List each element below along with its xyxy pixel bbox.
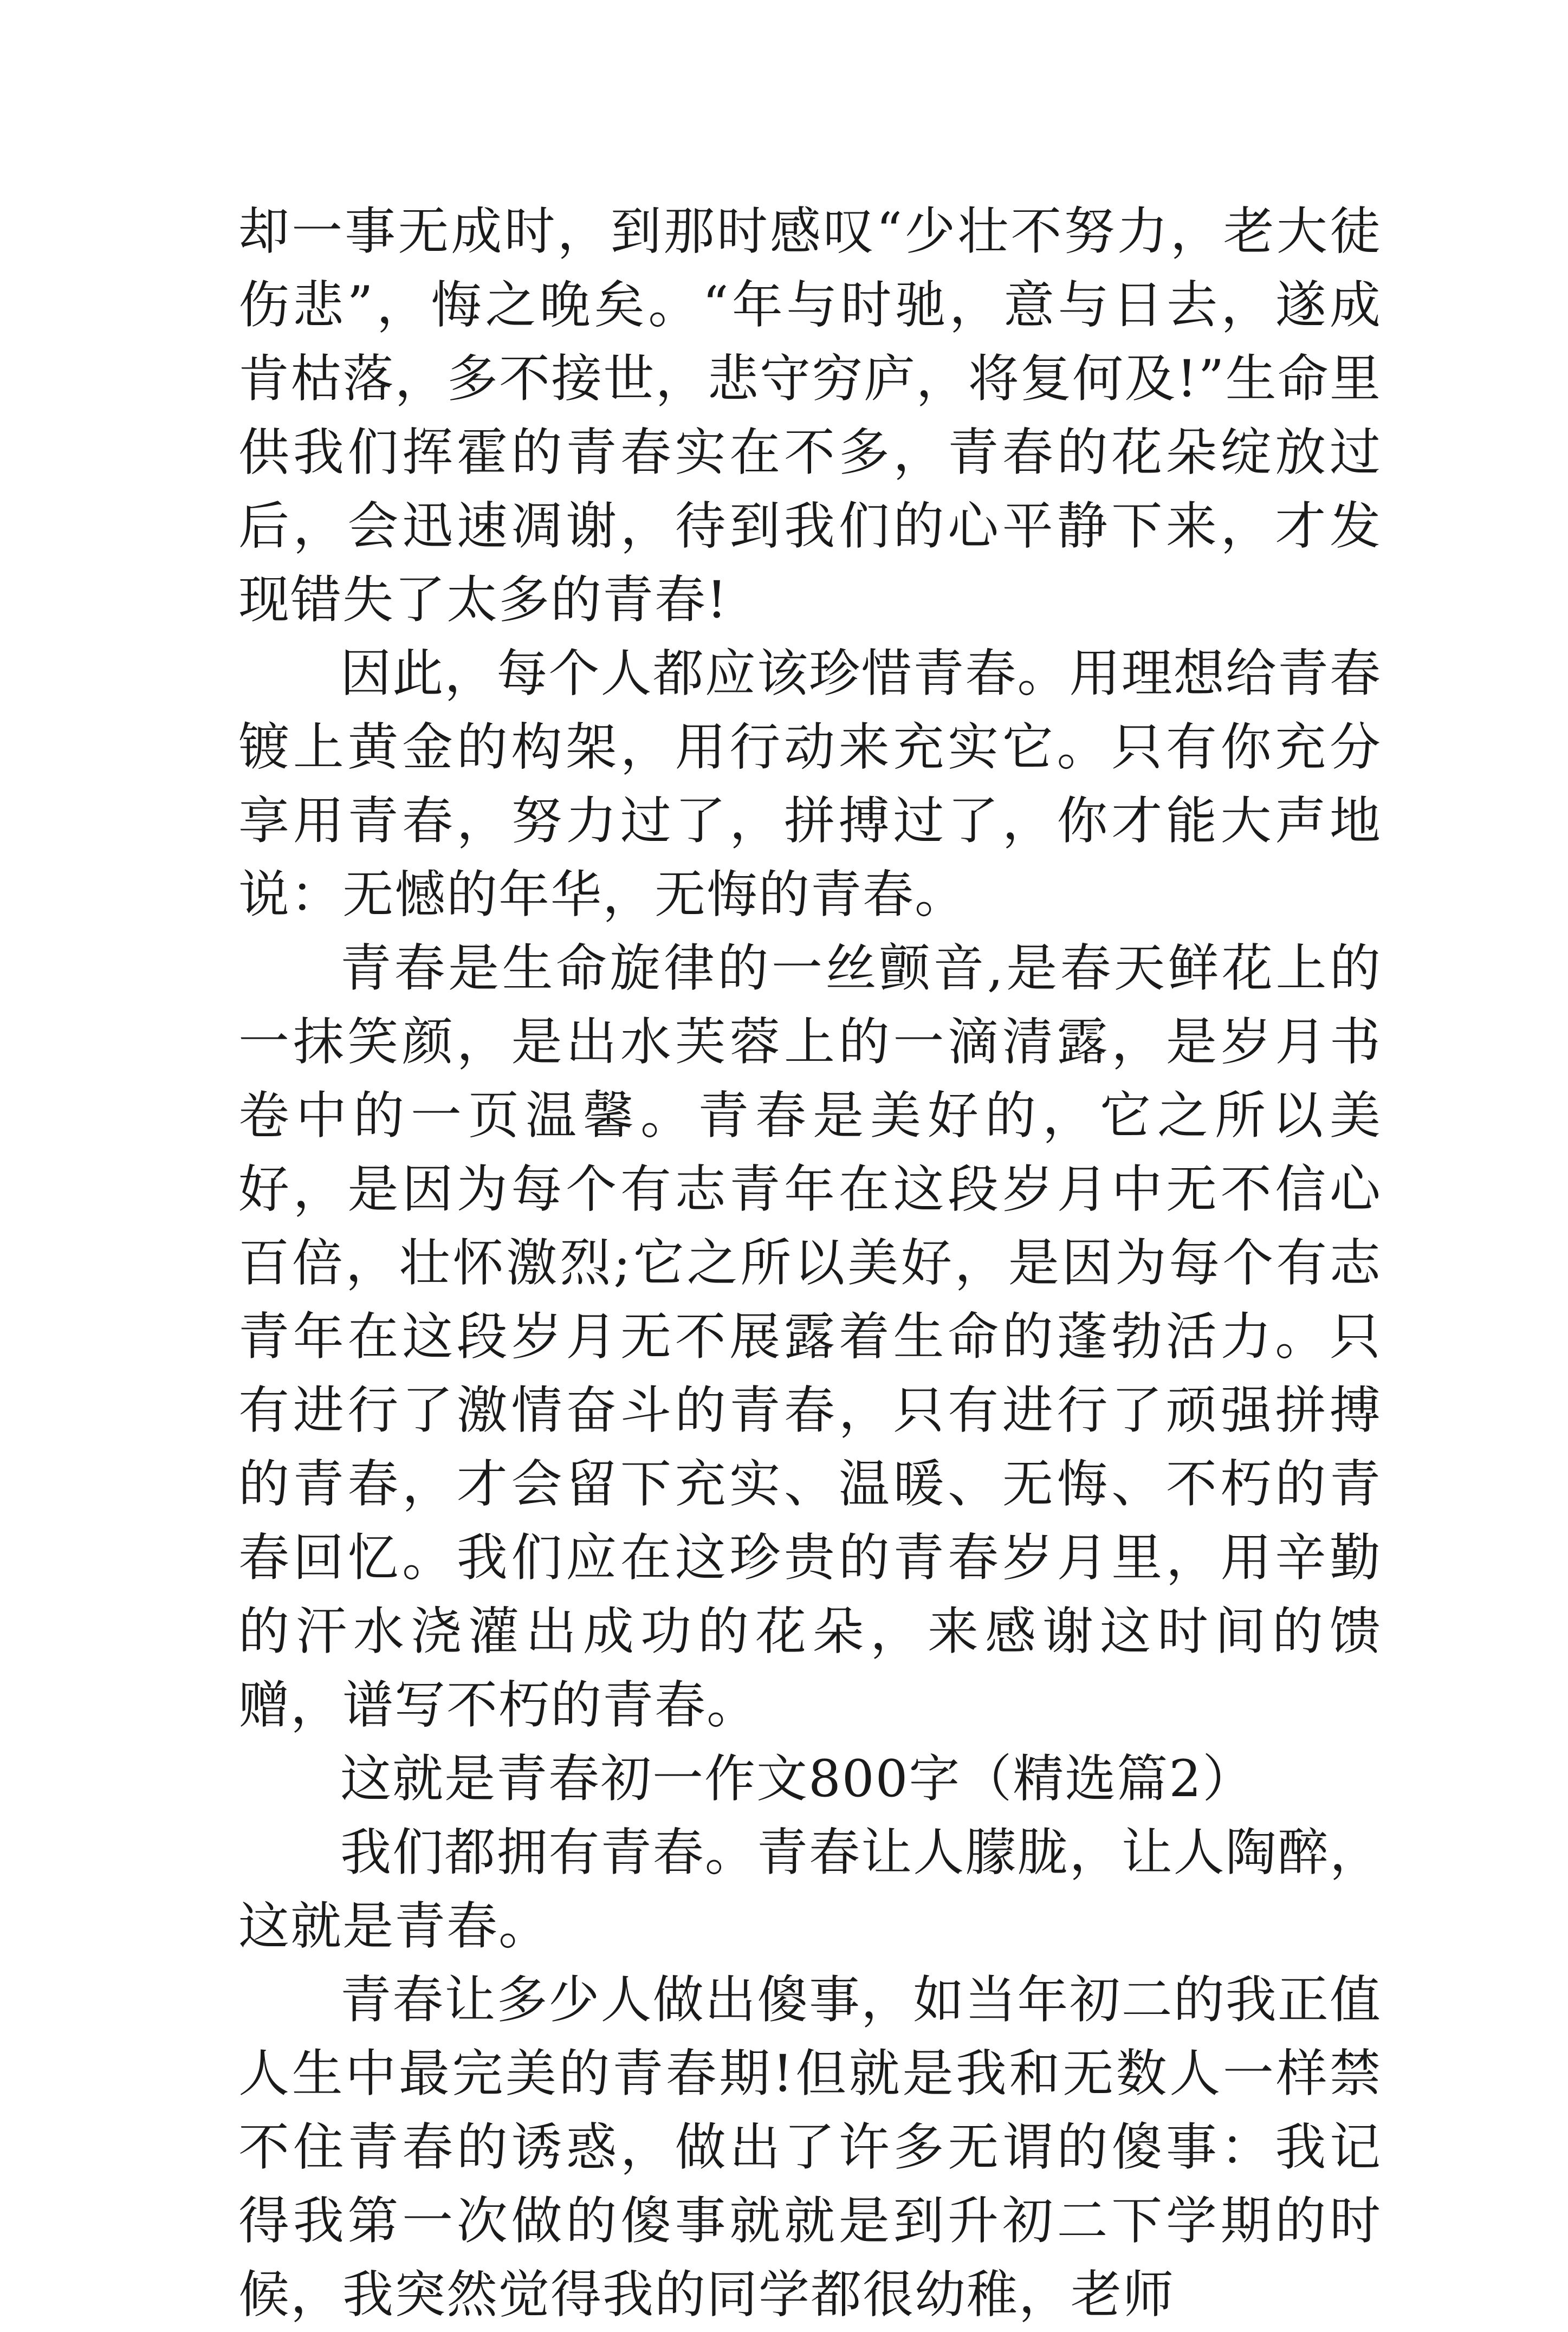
paragraph-youth-melody: 青春是生命旋律的一丝颤音,是春天鲜花上的一抹笑颜，是出水芙蓉上的一滴清露，是岁月书卷中的一页温馨。青春是美好的，它之所以美好，是因为每个有志青年在这段岁月中无不信心百倍，壮怀激烈;它之所以美好，是因为每个有志青年在这段岁月无不展露着生命的蓬勃活力。只有进行了激情奋斗的青春，只有进行了顽强拼搏的青春，才会留下充实、温暖、无悔、不朽的青春回忆。我们应在这珍贵的青春岁月里，用辛勤的汗水浇灌出成功的花朵，来感谢这时间的馈赠，谱写不朽的青春。 xyxy=(238,939,1382,1735)
paragraph-foolish-things: 青春让多少人做出傻事，如当年初二的我正值人生中最完美的青春期!但就是我和无数人一样禁不住青春的诱惑，做出了许多无谓的傻事：我记得我第一次做的傻事就就是到升初二下学期的时候，我突然觉得我的同学都很幼稚，老师 xyxy=(238,1971,1382,2324)
body-text xyxy=(238,195,1382,2332)
section-heading: 这就是青春初一作文800字（精选篇2） xyxy=(340,1750,1255,1809)
paragraph-continuation: 却一事无成时，到那时感叹“少壮不努力，老大徒伤悲”，悔之晚矣。“年与时驰，意与日去，遂成肯枯落，多不接世，悲守穷庐，将复何及!”生命里供我们挥霍的青春实在不多，青春的花朵绽放过后，会迅速凋谢，待到我们的心平静下来，才发现错失了太多的青春! xyxy=(238,202,1382,630)
paragraph-cherish-youth: 因此，每个人都应该珍惜青春。用理想给青春镀上黄金的构架，用行动来充实它。只有你充分享用青春，努力过了，拼搏过了，你才能大声地说：无憾的年华，无悔的青春。 xyxy=(238,644,1382,924)
paragraph-we-have-youth: 我们都拥有青春。青春让人朦胧，让人陶醉，这就是青春。 xyxy=(238,1823,1382,1956)
